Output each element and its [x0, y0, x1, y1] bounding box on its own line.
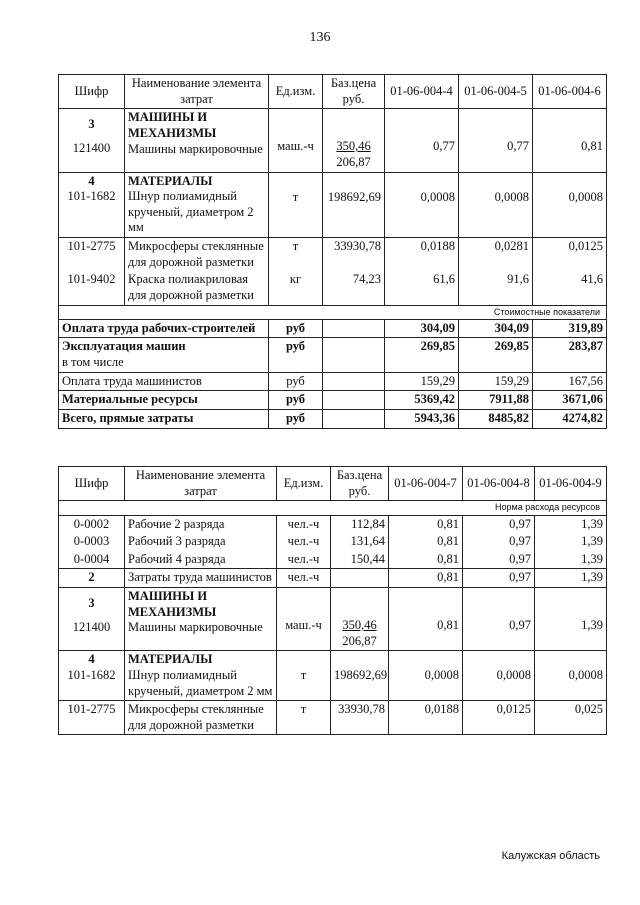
row-name-main: Эксплуатация машин — [62, 339, 186, 354]
row-code: 101-9402 — [59, 271, 125, 305]
section-machines-row — [59, 588, 607, 651]
row-unit: чел.-ч — [277, 569, 331, 588]
header-row — [59, 75, 607, 109]
row-c2: 91,6 — [459, 271, 533, 305]
table-row — [59, 551, 607, 569]
row-price — [323, 391, 385, 410]
table-row — [59, 391, 607, 410]
section-code-value: 4 — [88, 652, 95, 667]
col-header-code: Шифр — [59, 75, 125, 109]
row-name — [59, 338, 269, 372]
row-unit: руб — [269, 319, 323, 338]
row-price: 74,23 — [323, 271, 385, 305]
row-name: Материальные ресурсы — [59, 391, 269, 410]
col-header-unit: Ед.изм. — [269, 75, 323, 109]
row-unit: т — [277, 651, 331, 701]
row-c1: 0,81 — [389, 569, 463, 588]
row-name: Машины маркировочные — [128, 141, 263, 156]
row-unit: т — [277, 701, 331, 735]
estimate-table-2 — [58, 466, 607, 735]
row-c3: 319,89 — [533, 319, 607, 338]
row-price — [323, 109, 385, 172]
row-name: Машины маркировочные — [128, 620, 263, 635]
row-c2: 0,0125 — [463, 701, 535, 735]
row-c2: 0,0008 — [463, 651, 535, 701]
table-row — [59, 271, 607, 305]
section-name — [125, 588, 277, 651]
row-c2: 0,97 — [463, 533, 535, 551]
section-materials-row — [59, 651, 607, 701]
row-price: 198692,69 — [331, 651, 389, 701]
row-name: Микросферы стеклянные для дорожной разметки — [125, 701, 277, 735]
row-c2: 8485,82 — [459, 409, 533, 428]
col-header-name: Наименование элемента затрат — [125, 467, 277, 501]
section-machinist-labor-row — [59, 569, 607, 588]
row-c1: 0,81 — [389, 588, 463, 651]
section-materials-row — [59, 172, 607, 238]
section-code-value: 3 — [88, 596, 95, 610]
row-name: Оплата труда машинистов — [59, 372, 269, 391]
table-row — [59, 409, 607, 428]
col-header-price: Баз.цена руб. — [331, 467, 389, 501]
col-header-c3: 01-06-004-9 — [535, 467, 607, 501]
row-name: Оплата труда рабочих-строителей — [59, 319, 269, 338]
row-price — [331, 588, 389, 651]
row-c1: 0,0008 — [389, 651, 463, 701]
row-c1: 0,81 — [389, 515, 463, 533]
row-c3: 1,39 — [535, 569, 607, 588]
price-main: 350,46 — [336, 139, 371, 154]
row-price — [331, 569, 389, 588]
cost-subheader: Стоимостные показатели — [59, 305, 607, 319]
row-price: 198692,69 — [323, 172, 385, 238]
row-c1: 5943,36 — [385, 409, 459, 428]
row-c3: 283,87 — [533, 338, 607, 372]
row-name: Всего, прямые затраты — [59, 409, 269, 428]
row-c1: 0,0188 — [389, 701, 463, 735]
row-name: Шнур полиамидный крученый, диаметром 2 мм — [128, 189, 254, 235]
row-unit: маш.-ч — [269, 109, 323, 172]
col-header-c1: 01-06-004-4 — [385, 75, 459, 109]
row-c3: 167,56 — [533, 372, 607, 391]
table-row — [59, 338, 607, 372]
row-unit: т — [269, 172, 323, 238]
row-code: 101-2775 — [59, 701, 125, 735]
row-name: Рабочий 3 разряда — [125, 533, 277, 551]
row-c3: 0,81 — [533, 109, 607, 172]
section-code — [59, 172, 125, 238]
section-code-value: 3 — [88, 117, 95, 132]
norm-subheader-row — [59, 501, 607, 515]
row-code: 101-1682 — [67, 667, 116, 682]
row-name: Рабочий 4 разряда — [125, 551, 277, 569]
section-title: МАТЕРИАЛЫ — [128, 652, 213, 667]
row-c2: 0,0281 — [459, 238, 533, 272]
cost-subheader-row — [59, 305, 607, 319]
row-c2: 159,29 — [459, 372, 533, 391]
row-price: 112,84 — [331, 515, 389, 533]
section-code — [59, 109, 125, 172]
row-price: 131,64 — [331, 533, 389, 551]
col-header-c2: 01-06-004-8 — [463, 467, 535, 501]
section-title: МАШИНЫ И МЕХАНИЗМЫ — [128, 110, 217, 140]
table-row — [59, 701, 607, 735]
row-c2: 7911,88 — [459, 391, 533, 410]
table-row — [59, 515, 607, 533]
row-c2: 0,97 — [463, 551, 535, 569]
row-c2: 0,0008 — [459, 172, 533, 238]
row-c2: 0,97 — [463, 588, 535, 651]
row-unit: чел.-ч — [277, 533, 331, 551]
estimate-table-1 — [58, 74, 607, 429]
row-unit: руб — [269, 372, 323, 391]
row-code: 101-1682 — [67, 189, 116, 204]
row-c3: 4274,82 — [533, 409, 607, 428]
row-c1: 269,85 — [385, 338, 459, 372]
row-c3: 41,6 — [533, 271, 607, 305]
table-row — [59, 238, 607, 272]
row-name: Краска полиакриловая для дорожной разметки — [125, 271, 269, 305]
row-name: Микросферы стеклянные для дорожной разметки — [125, 238, 269, 272]
table-row — [59, 319, 607, 338]
row-price — [323, 372, 385, 391]
section-name — [125, 651, 277, 701]
page-number: 136 — [309, 30, 331, 45]
row-c3: 0,0008 — [535, 651, 607, 701]
row-unit: руб — [269, 338, 323, 372]
col-header-code: Шифр — [59, 467, 125, 501]
row-c1: 0,77 — [385, 109, 459, 172]
row-unit: руб — [269, 409, 323, 428]
section-machines-row — [59, 109, 607, 172]
row-c3: 0,025 — [535, 701, 607, 735]
row-c3: 1,39 — [535, 588, 607, 651]
row-c3: 1,39 — [535, 533, 607, 551]
row-c3: 1,39 — [535, 551, 607, 569]
table-row — [59, 533, 607, 551]
col-header-name: Наименование элемента затрат — [125, 75, 269, 109]
section-code: 2 — [59, 569, 125, 588]
row-code: 101-2775 — [59, 238, 125, 272]
col-header-unit: Ед.изм. — [277, 467, 331, 501]
section-name — [125, 172, 269, 238]
row-price — [323, 409, 385, 428]
row-c1: 5369,42 — [385, 391, 459, 410]
row-c1: 0,81 — [389, 551, 463, 569]
row-c1: 0,0188 — [385, 238, 459, 272]
price-sub: 206,87 — [342, 633, 377, 648]
row-price: 150,44 — [331, 551, 389, 569]
row-price: 33930,78 — [331, 701, 389, 735]
row-c3: 0,0125 — [533, 238, 607, 272]
col-header-price: Баз.цена руб. — [323, 75, 385, 109]
row-price: 33930,78 — [323, 238, 385, 272]
row-c2: 269,85 — [459, 338, 533, 372]
section-title: МАШИНЫ И МЕХАНИЗМЫ — [128, 589, 217, 619]
row-code: 0-0002 — [59, 515, 125, 533]
table-row — [59, 372, 607, 391]
section-name — [125, 109, 269, 172]
norm-subheader: Норма расхода ресурсов — [59, 501, 607, 515]
row-c2: 0,77 — [459, 109, 533, 172]
col-header-c2: 01-06-004-5 — [459, 75, 533, 109]
row-unit: т — [269, 238, 323, 272]
row-code: 0-0003 — [59, 533, 125, 551]
row-c1: 0,0008 — [385, 172, 459, 238]
section-code — [59, 588, 125, 651]
row-unit: маш.-ч — [277, 588, 331, 651]
row-name-note: в том числе — [62, 355, 124, 369]
section-code — [59, 651, 125, 701]
row-price — [323, 338, 385, 372]
row-unit: чел.-ч — [277, 551, 331, 569]
col-header-c1: 01-06-004-7 — [389, 467, 463, 501]
section-code-value: 4 — [88, 173, 95, 188]
row-c1: 159,29 — [385, 372, 459, 391]
row-code: 121400 — [72, 619, 111, 634]
row-c1: 61,6 — [385, 271, 459, 305]
row-name: Рабочие 2 разряда — [125, 515, 277, 533]
col-header-c3: 01-06-004-6 — [533, 75, 607, 109]
row-c2: 304,09 — [459, 319, 533, 338]
footer-region: Калужская область — [501, 850, 600, 862]
row-c3: 3671,06 — [533, 391, 607, 410]
price-sub: 206,87 — [336, 154, 371, 169]
row-name: Шнур полиамидный крученый, диаметром 2 мм — [128, 667, 273, 698]
row-name: Затраты труда машинистов — [125, 569, 277, 588]
row-c2: 0,97 — [463, 569, 535, 588]
row-price — [323, 319, 385, 338]
header-row — [59, 467, 607, 501]
price-main: 350,46 — [342, 618, 377, 632]
row-c1: 304,09 — [385, 319, 459, 338]
row-code: 121400 — [72, 140, 111, 155]
row-c3: 0,0008 — [533, 172, 607, 238]
row-c2: 0,97 — [463, 515, 535, 533]
section-title: МАТЕРИАЛЫ — [128, 173, 213, 188]
row-unit: чел.-ч — [277, 515, 331, 533]
row-c3: 1,39 — [535, 515, 607, 533]
row-unit: кг — [269, 271, 323, 305]
row-c1: 0,81 — [389, 533, 463, 551]
row-code: 0-0004 — [59, 551, 125, 569]
row-unit: руб — [269, 391, 323, 410]
